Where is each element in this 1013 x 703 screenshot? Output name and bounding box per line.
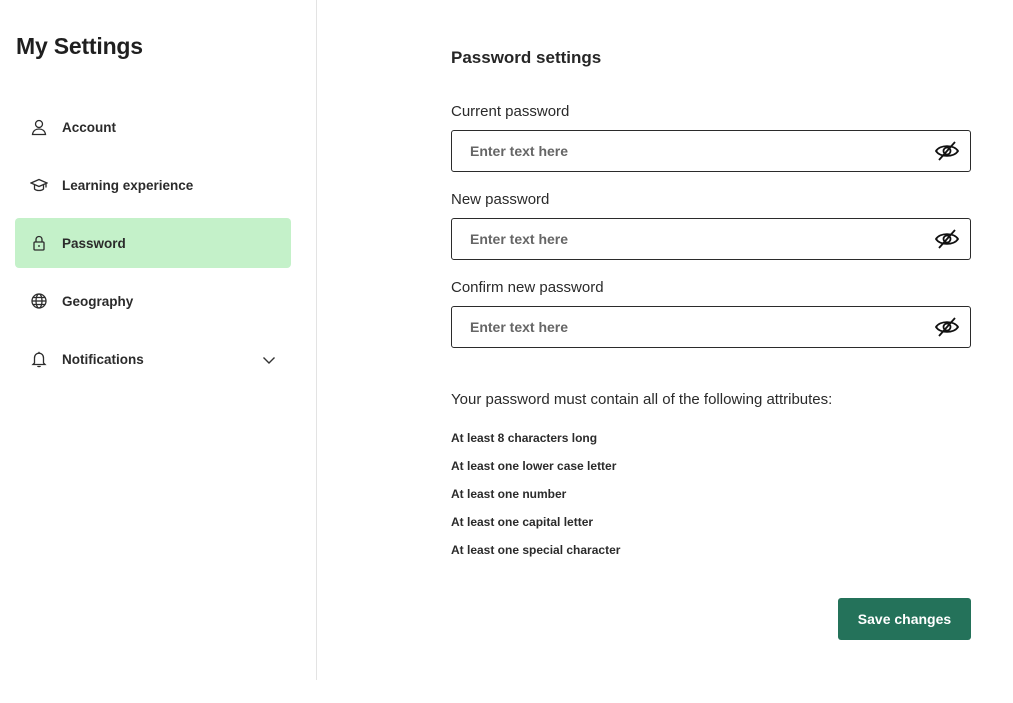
sidebar-item-label: Geography [62, 293, 134, 309]
sidebar-item-label: Account [62, 119, 116, 135]
sidebar-item-geography[interactable] [15, 276, 291, 326]
user-icon [30, 118, 48, 136]
new-password-field [451, 218, 971, 260]
requirement-item: At least one number [451, 487, 567, 501]
confirm-password-field [451, 306, 971, 348]
confirm-password-label: Confirm new password [451, 279, 604, 296]
requirements-list [451, 431, 620, 571]
current-password-field [451, 130, 971, 172]
globe-icon [30, 292, 48, 310]
section-title: Password settings [451, 48, 602, 67]
confirm-password-input[interactable] [452, 307, 922, 347]
current-password-label: Current password [451, 103, 570, 120]
page-title: My Settings [16, 33, 143, 59]
eye-off-icon[interactable] [934, 139, 960, 163]
bell-icon [30, 350, 48, 368]
new-password-label: New password [451, 191, 550, 208]
sidebar-item-notifications[interactable] [15, 334, 291, 384]
lock-icon [30, 234, 48, 252]
chevron-down-icon[interactable] [261, 352, 277, 368]
sidebar-item-label: Password [62, 235, 126, 251]
requirements-title: Your password must contain all of the following attributes: [451, 391, 833, 408]
requirement-item: At least 8 characters long [451, 431, 598, 445]
sidebar-item-label: Notifications [62, 351, 144, 367]
sidebar-item-learning-experience[interactable] [15, 160, 291, 210]
sidebar-item-label: Learning experience [62, 177, 194, 193]
requirement-item: At least one lower case letter [451, 459, 617, 473]
eye-off-icon[interactable] [934, 227, 960, 251]
eye-off-icon[interactable] [934, 315, 960, 339]
graduation-cap-icon [30, 176, 48, 194]
settings-nav [15, 102, 291, 392]
new-password-input[interactable] [452, 219, 922, 259]
save-changes-button[interactable]: Save changes [838, 598, 971, 640]
current-password-input[interactable] [452, 131, 922, 171]
sidebar-item-account[interactable] [15, 102, 291, 152]
sidebar-item-password[interactable] [15, 218, 291, 268]
sidebar [0, 0, 317, 680]
requirement-item: At least one special character [451, 543, 621, 557]
requirement-item: At least one capital letter [451, 515, 594, 529]
